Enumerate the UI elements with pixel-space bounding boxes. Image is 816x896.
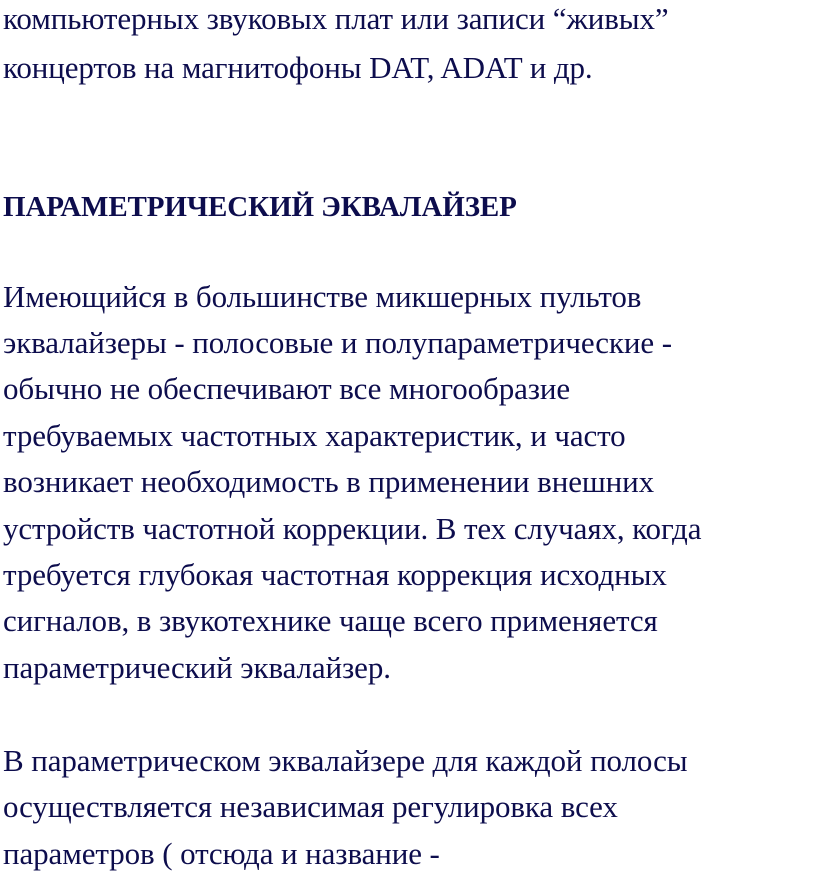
paragraph2-line-2: осуществляется независимая регулировка всех: [3, 789, 618, 824]
intro-line-2: концертов на магнитофоны DAT, ADAT и др.: [3, 50, 593, 85]
paragraph1-line-3: обычно не обеспечивают все многообразие: [3, 371, 571, 406]
paragraph2-line-1: В параметрическом эквалайзере для каждой полосы: [3, 743, 688, 778]
paragraph1-line-2: эквалайзеры - полосовые и полупараметрические -: [3, 325, 672, 360]
paragraph1-line-1: Имеющийся в большинстве микшерных пультов: [3, 279, 642, 314]
paragraph1-line-4: требуваемых частотных характеристик, и часто: [3, 418, 626, 453]
paragraph1-line-7: требуется глубокая частотная коррекция исходных: [3, 557, 667, 592]
paragraph1-line-6: устройств частотной коррекции. В тех случаях, когда: [3, 511, 702, 546]
paragraph1-line-5: возникает необходимость в применении внешних: [3, 464, 655, 499]
paragraph1-line-8: сигналов, в звукотехнике чаще всего применяется: [3, 603, 658, 638]
intro-line-1: компьютерных звуковых плат или записи “живых”: [3, 1, 669, 36]
paragraph1-line-9: параметрический эквалайзер.: [3, 650, 391, 685]
paragraph2-line-3: параметров ( отсюда и название -: [3, 836, 440, 871]
section-heading: ПАРАМЕТРИЧЕСКИЙ ЭКВАЛАЙЗЕР: [3, 191, 517, 223]
